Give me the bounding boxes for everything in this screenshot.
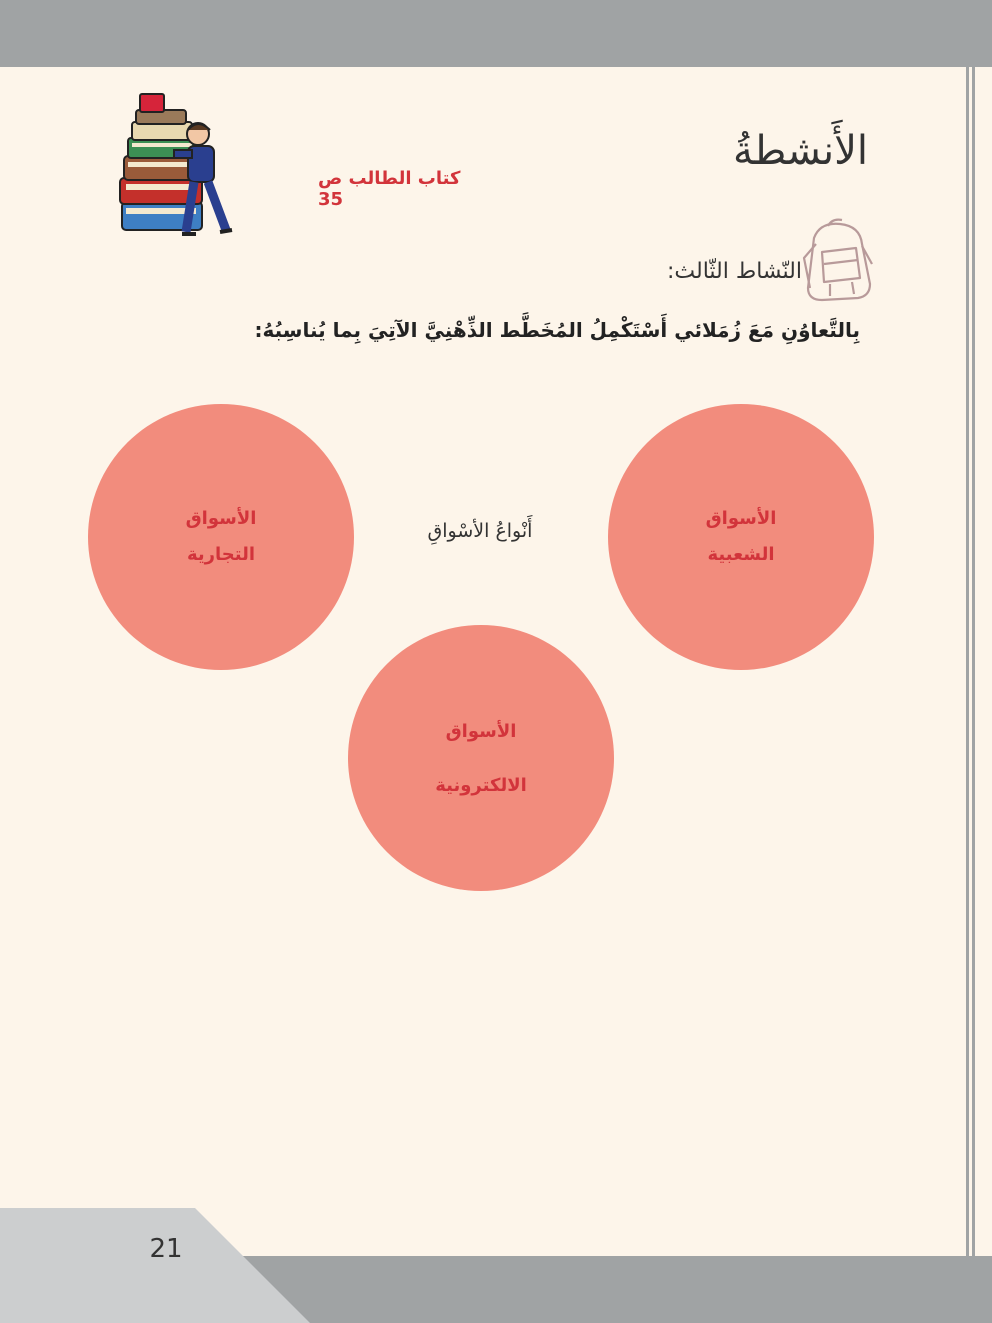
mind-map-node-popular-markets <box>608 404 874 670</box>
page-title: الأَنشطةُ <box>733 128 868 174</box>
node-line-2: الشعبية <box>707 544 775 565</box>
node-line-1: الأسواق <box>185 508 257 529</box>
mind-map-node-electronic-markets <box>348 625 614 891</box>
node-line-2: الالكترونية <box>435 774 527 796</box>
right-margin-line <box>966 0 969 1323</box>
books-stack-illustration <box>116 90 236 240</box>
activity-label: النّشاط الثّالث: <box>667 259 802 284</box>
mind-map-center-label: أَنْواعُ الأسْواقِ <box>427 520 533 542</box>
right-margin-line-inner <box>972 0 975 1323</box>
node-line-1: الأسواق <box>705 508 777 529</box>
book-reference: كتاب الطالب ص 35 <box>318 168 461 210</box>
top-bar <box>0 0 992 67</box>
node-line-1: الأسواق <box>445 720 517 742</box>
node-line-2: التجارية <box>186 544 256 565</box>
activity-instruction: بِالتَّعاوُنِ مَعَ زُمَلائي أَسْتَكْمِلُ المُخَطَّط الذِّهْنِيَّ الآتِيَ بِما يُناسِبُهُ: <box>254 318 860 342</box>
mind-map-node-commercial-markets <box>88 404 354 670</box>
backpack-icon <box>800 218 876 304</box>
page-number: 21 <box>149 1234 183 1264</box>
